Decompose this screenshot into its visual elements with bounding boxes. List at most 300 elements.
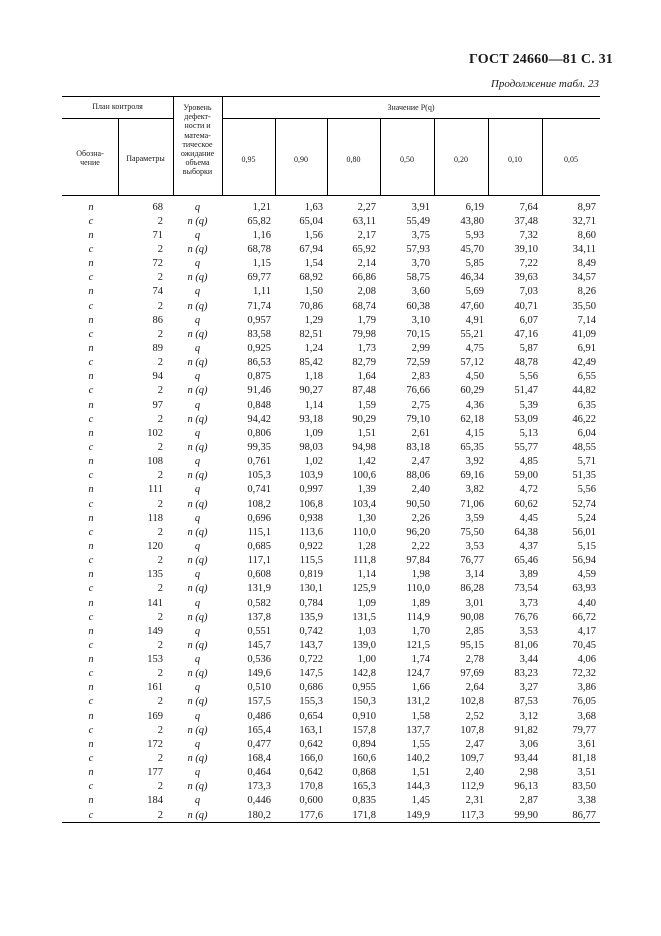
- row-value: 1,58: [411, 710, 430, 722]
- row-value: 47,16: [514, 328, 538, 340]
- table-row: [62, 568, 600, 582]
- row-value: 57,12: [460, 357, 484, 369]
- row-value: 90,27: [299, 385, 323, 397]
- row-value: 48,55: [572, 441, 596, 453]
- row-value: 0,510: [247, 682, 271, 694]
- row-value: 3,92: [465, 456, 484, 468]
- row-value: 5,69: [465, 286, 484, 298]
- row-value: 166,0: [299, 753, 323, 765]
- row-value: 81,06: [514, 639, 538, 651]
- row-value: 117,1: [247, 555, 271, 567]
- row-designation: c: [88, 668, 94, 680]
- row-value: 105,3: [247, 470, 271, 482]
- table-row: [62, 497, 600, 511]
- row-level: q: [194, 201, 201, 213]
- row-parameter: 71: [152, 229, 163, 241]
- row-value: 1,63: [304, 201, 323, 213]
- row-level: q: [194, 427, 201, 439]
- row-value: 57,93: [406, 243, 430, 255]
- row-value: 2,47: [465, 738, 484, 750]
- row-value: 97,69: [460, 668, 484, 680]
- header-prob: 0,50: [400, 155, 414, 164]
- row-value: 102,8: [460, 696, 484, 708]
- table-continuation-label: Продолжение табл. 23: [490, 78, 599, 90]
- row-level: n (q): [187, 696, 208, 708]
- row-value: 70,45: [572, 639, 596, 651]
- row-value: 40,71: [514, 300, 538, 312]
- row-parameter: 2: [157, 385, 163, 397]
- row-value: 0,806: [247, 427, 271, 439]
- row-value: 95,15: [460, 639, 484, 651]
- row-value: 3,14: [465, 569, 484, 581]
- row-value: 1,73: [357, 342, 376, 354]
- row-value: 7,22: [519, 258, 538, 270]
- row-parameter: 2: [157, 696, 163, 708]
- row-value: 131,5: [352, 611, 376, 623]
- table-row: [62, 483, 600, 497]
- row-level: n (q): [187, 583, 208, 595]
- row-value: 1,21: [252, 201, 271, 213]
- row-value: 72,32: [572, 668, 596, 680]
- row-level: q: [194, 399, 201, 411]
- row-value: 63,93: [572, 583, 596, 595]
- row-value: 1,54: [304, 258, 323, 270]
- row-value: 110,0: [406, 583, 430, 595]
- header-prob: 0,80: [346, 155, 361, 164]
- row-value: 72,59: [406, 357, 430, 369]
- row-value: 0,938: [299, 512, 323, 524]
- row-value: 4,85: [519, 456, 538, 468]
- row-level: n (q): [187, 470, 208, 482]
- row-value: 3,44: [519, 654, 538, 666]
- row-value: 1,64: [357, 371, 376, 383]
- row-value: 0,551: [247, 625, 271, 637]
- row-parameter: 2: [157, 413, 163, 425]
- row-value: 4,72: [519, 484, 538, 496]
- row-value: 1,14: [304, 399, 323, 411]
- row-value: 2,26: [411, 512, 430, 524]
- row-parameter: 2: [157, 300, 163, 312]
- row-value: 157,5: [247, 696, 271, 708]
- row-value: 1,00: [357, 654, 376, 666]
- row-value: 1,03: [357, 625, 376, 637]
- row-value: 75,50: [460, 526, 484, 538]
- table-row: [62, 455, 600, 469]
- row-value: 4,50: [465, 371, 484, 383]
- table-row: [62, 356, 600, 370]
- row-value: 55,21: [460, 328, 484, 340]
- row-value: 70,86: [299, 300, 323, 312]
- row-value: 55,49: [406, 215, 430, 227]
- row-value: 79,98: [352, 328, 376, 340]
- row-value: 160,6: [352, 753, 376, 765]
- row-value: 2,08: [357, 286, 376, 298]
- table-row: [62, 242, 600, 256]
- table-row: [62, 327, 600, 341]
- row-value: 147,5: [299, 668, 323, 680]
- row-value: 62,18: [460, 413, 484, 425]
- table-row: [62, 638, 600, 652]
- row-value: 83,58: [247, 328, 271, 340]
- row-designation: n: [88, 654, 94, 666]
- row-value: 0,486: [247, 710, 271, 722]
- row-value: 0,957: [247, 314, 271, 326]
- row-value: 2,52: [465, 710, 484, 722]
- row-level: q: [194, 286, 201, 298]
- row-value: 2,27: [357, 201, 376, 213]
- row-value: 3,01: [465, 597, 484, 609]
- row-value: 98,03: [299, 441, 323, 453]
- row-parameter: 172: [147, 738, 163, 750]
- row-level: n (q): [187, 498, 208, 510]
- row-value: 1,50: [304, 286, 323, 298]
- row-parameter: 118: [147, 512, 163, 524]
- row-level: q: [194, 597, 201, 609]
- table-row: [62, 257, 600, 271]
- row-value: 106,8: [299, 498, 323, 510]
- header-prob: 0,95: [241, 155, 256, 164]
- row-value: 103,4: [352, 498, 376, 510]
- table-row: [62, 554, 600, 568]
- row-value: 4,37: [519, 540, 538, 552]
- row-value: 60,38: [406, 300, 430, 312]
- row-designation: c: [88, 611, 94, 623]
- row-parameter: 2: [157, 753, 163, 765]
- row-level: n (q): [187, 272, 208, 284]
- row-value: 2,98: [519, 767, 538, 779]
- row-value: 149,9: [406, 809, 430, 821]
- row-designation: n: [88, 314, 94, 326]
- row-parameter: 94: [152, 371, 163, 383]
- row-value: 90,29: [352, 413, 376, 425]
- row-value: 1,79: [357, 314, 376, 326]
- row-level: n (q): [187, 526, 208, 538]
- row-value: 3,89: [519, 569, 538, 581]
- row-value: 0,464: [247, 767, 271, 779]
- row-value: 3,53: [519, 625, 538, 637]
- row-value: 0,848: [247, 399, 271, 411]
- row-designation: n: [88, 201, 94, 213]
- row-level: q: [194, 767, 201, 779]
- row-value: 171,8: [352, 809, 376, 821]
- row-value: 108,2: [247, 498, 271, 510]
- row-value: 97,84: [406, 555, 430, 567]
- row-value: 56,01: [572, 526, 596, 538]
- row-value: 131,9: [247, 583, 271, 595]
- table-row: [62, 299, 600, 313]
- row-value: 7,32: [519, 229, 538, 241]
- header-prob: 0,10: [508, 155, 522, 164]
- table-row: [62, 624, 600, 638]
- row-designation: n: [88, 597, 94, 609]
- row-value: 99,35: [247, 441, 271, 453]
- row-designation: c: [88, 215, 94, 227]
- row-level: q: [194, 229, 201, 241]
- table-row: [62, 426, 600, 440]
- row-value: 124,7: [406, 668, 430, 680]
- row-value: 47,60: [460, 300, 484, 312]
- row-value: 79,10: [406, 413, 430, 425]
- row-value: 165,4: [247, 724, 271, 736]
- row-parameter: 2: [157, 781, 163, 793]
- table-row: [62, 653, 600, 667]
- row-designation: n: [88, 540, 94, 552]
- row-value: 2,99: [411, 342, 430, 354]
- row-value: 93,18: [299, 413, 323, 425]
- row-value: 131,2: [406, 696, 430, 708]
- row-value: 5,71: [577, 456, 596, 468]
- row-value: 168,4: [247, 753, 271, 765]
- row-value: 1,29: [304, 314, 323, 326]
- row-level: n (q): [187, 639, 208, 651]
- row-value: 0,642: [299, 738, 323, 750]
- row-level: q: [194, 710, 201, 722]
- row-value: 0,722: [299, 654, 323, 666]
- row-value: 5,85: [465, 258, 484, 270]
- row-parameter: 177: [147, 767, 163, 779]
- row-value: 65,04: [299, 215, 323, 227]
- row-value: 7,03: [519, 286, 538, 298]
- row-value: 70,15: [406, 328, 430, 340]
- header-divider: [222, 118, 600, 119]
- row-value: 7,64: [519, 201, 538, 213]
- row-value: 7,14: [577, 314, 596, 326]
- row-value: 1,09: [357, 597, 376, 609]
- row-value: 1,42: [357, 456, 376, 468]
- row-level: q: [194, 569, 201, 581]
- row-level: n (q): [187, 555, 208, 567]
- row-value: 5,15: [577, 540, 596, 552]
- row-value: 87,53: [514, 696, 538, 708]
- row-value: 55,77: [514, 441, 538, 453]
- table-row: [62, 341, 600, 355]
- row-value: 144,3: [406, 781, 430, 793]
- row-value: 81,18: [572, 753, 596, 765]
- row-value: 4,15: [465, 427, 484, 439]
- row-value: 86,53: [247, 357, 271, 369]
- row-value: 1,55: [411, 738, 430, 750]
- row-value: 4,75: [465, 342, 484, 354]
- row-value: 41,09: [572, 328, 596, 340]
- row-value: 3,82: [465, 484, 484, 496]
- row-value: 3,06: [519, 738, 538, 750]
- row-value: 107,8: [460, 724, 484, 736]
- table-row: [62, 723, 600, 737]
- row-designation: c: [88, 470, 94, 482]
- row-value: 4,36: [465, 399, 484, 411]
- row-value: 88,06: [406, 470, 430, 482]
- row-level: q: [194, 456, 201, 468]
- table-row: [62, 525, 600, 539]
- row-value: 5,93: [465, 229, 484, 241]
- row-level: q: [194, 512, 201, 524]
- row-value: 1,56: [304, 229, 323, 241]
- row-value: 56,94: [572, 555, 596, 567]
- row-value: 2,14: [357, 258, 376, 270]
- row-value: 6,04: [577, 427, 596, 439]
- row-value: 143,7: [299, 639, 323, 651]
- row-value: 0,742: [299, 625, 323, 637]
- row-value: 4,40: [577, 597, 596, 609]
- row-value: 39,10: [514, 243, 538, 255]
- row-value: 1,98: [411, 569, 430, 581]
- row-value: 48,78: [514, 357, 538, 369]
- row-value: 42,49: [572, 357, 596, 369]
- row-level: n (q): [187, 243, 208, 255]
- table-row: [62, 610, 600, 624]
- row-value: 155,3: [299, 696, 323, 708]
- row-value: 1,51: [411, 767, 430, 779]
- row-value: 135,9: [299, 611, 323, 623]
- row-value: 3,10: [411, 314, 430, 326]
- table-row: [62, 737, 600, 751]
- row-value: 2,47: [411, 456, 430, 468]
- table-row: [62, 695, 600, 709]
- row-value: 60,62: [514, 498, 538, 510]
- table-row: [62, 398, 600, 412]
- row-level: n (q): [187, 215, 208, 227]
- row-value: 170,8: [299, 781, 323, 793]
- row-parameter: 111: [148, 484, 163, 496]
- row-value: 3,51: [577, 767, 596, 779]
- row-value: 3,12: [519, 710, 538, 722]
- row-value: 5,39: [519, 399, 538, 411]
- row-designation: c: [88, 272, 94, 284]
- row-value: 86,77: [572, 809, 596, 821]
- table-row: [62, 469, 600, 483]
- row-parameter: 2: [157, 611, 163, 623]
- row-parameter: 153: [147, 654, 163, 666]
- row-value: 51,35: [572, 470, 596, 482]
- row-value: 0,741: [247, 484, 271, 496]
- row-value: 82,51: [299, 328, 323, 340]
- row-value: 3,70: [411, 258, 430, 270]
- row-value: 91,46: [247, 385, 271, 397]
- row-value: 3,27: [519, 682, 538, 694]
- row-value: 39,63: [514, 272, 538, 284]
- row-designation: c: [88, 357, 94, 369]
- row-parameter: 2: [157, 668, 163, 680]
- row-designation: c: [88, 724, 94, 736]
- row-level: n (q): [187, 413, 208, 425]
- row-parameter: 120: [147, 540, 163, 552]
- row-value: 0,835: [352, 795, 376, 807]
- row-designation: n: [88, 286, 94, 298]
- row-designation: n: [88, 710, 94, 722]
- row-value: 35,50: [572, 300, 596, 312]
- row-value: 4,17: [577, 625, 596, 637]
- row-parameter: 74: [152, 286, 163, 298]
- row-value: 76,05: [572, 696, 596, 708]
- row-value: 2,22: [411, 540, 430, 552]
- table-row: [62, 766, 600, 780]
- table-row: [62, 582, 600, 596]
- row-value: 68,78: [247, 243, 271, 255]
- row-value: 0,875: [247, 371, 271, 383]
- row-value: 68,92: [299, 272, 323, 284]
- header-prob: 0,20: [454, 155, 468, 164]
- row-value: 165,3: [352, 781, 376, 793]
- table-row: [62, 370, 600, 384]
- row-parameter: 141: [147, 597, 163, 609]
- row-value: 0,536: [247, 654, 271, 666]
- row-value: 94,98: [352, 441, 376, 453]
- row-level: n (q): [187, 385, 208, 397]
- row-value: 1,30: [357, 512, 376, 524]
- row-value: 3,68: [577, 710, 596, 722]
- row-value: 0,686: [299, 682, 323, 694]
- row-value: 69,77: [247, 272, 271, 284]
- row-level: q: [194, 654, 201, 666]
- table-row: [62, 808, 600, 822]
- row-value: 139,0: [352, 639, 376, 651]
- row-value: 0,910: [352, 710, 376, 722]
- row-value: 0,477: [247, 738, 271, 750]
- row-designation: c: [88, 753, 94, 765]
- row-value: 79,77: [572, 724, 596, 736]
- row-value: 1,51: [357, 427, 376, 439]
- row-value: 137,8: [247, 611, 271, 623]
- row-value: 3,60: [411, 286, 430, 298]
- row-designation: n: [88, 427, 94, 439]
- table-row: [62, 384, 600, 398]
- row-level: q: [194, 540, 201, 552]
- row-designation: c: [88, 555, 94, 567]
- row-value: 130,1: [299, 583, 323, 595]
- header-prob: 0,90: [294, 155, 308, 164]
- header-parameters: Параметры: [126, 154, 165, 163]
- row-value: 2,78: [465, 654, 484, 666]
- row-value: 6,91: [577, 342, 596, 354]
- row-value: 8,26: [577, 286, 596, 298]
- row-value: 5,87: [519, 342, 538, 354]
- row-value: 6,07: [519, 314, 538, 326]
- row-value: 76,77: [460, 555, 484, 567]
- row-value: 173,3: [247, 781, 271, 793]
- row-value: 115,1: [247, 526, 271, 538]
- row-value: 82,79: [352, 357, 376, 369]
- row-level: q: [194, 371, 201, 383]
- table-header: [62, 96, 600, 196]
- row-value: 63,11: [352, 215, 376, 227]
- row-value: 112,9: [460, 781, 484, 793]
- row-parameter: 184: [147, 795, 163, 807]
- row-value: 0,446: [247, 795, 271, 807]
- row-parameter: 72: [152, 258, 163, 270]
- row-level: q: [194, 484, 201, 496]
- row-value: 99,90: [514, 809, 538, 821]
- row-value: 0,642: [299, 767, 323, 779]
- table-row: [62, 440, 600, 454]
- row-level: n (q): [187, 611, 208, 623]
- header-level: Уровень дефект- ности и матема- тическое ожидание объема выборки: [180, 103, 215, 177]
- row-level: q: [194, 625, 201, 637]
- row-level: n (q): [187, 668, 208, 680]
- row-value: 2,17: [357, 229, 376, 241]
- row-value: 2,40: [411, 484, 430, 496]
- row-value: 113,6: [299, 526, 323, 538]
- row-value: 0,819: [299, 569, 323, 581]
- row-designation: c: [88, 781, 94, 793]
- table-row: [62, 511, 600, 525]
- row-parameter: 102: [147, 427, 163, 439]
- row-value: 53,09: [514, 413, 538, 425]
- row-level: n (q): [187, 753, 208, 765]
- row-value: 1,02: [304, 456, 323, 468]
- row-value: 111,8: [353, 555, 376, 567]
- row-value: 3,61: [577, 738, 596, 750]
- row-value: 65,82: [247, 215, 271, 227]
